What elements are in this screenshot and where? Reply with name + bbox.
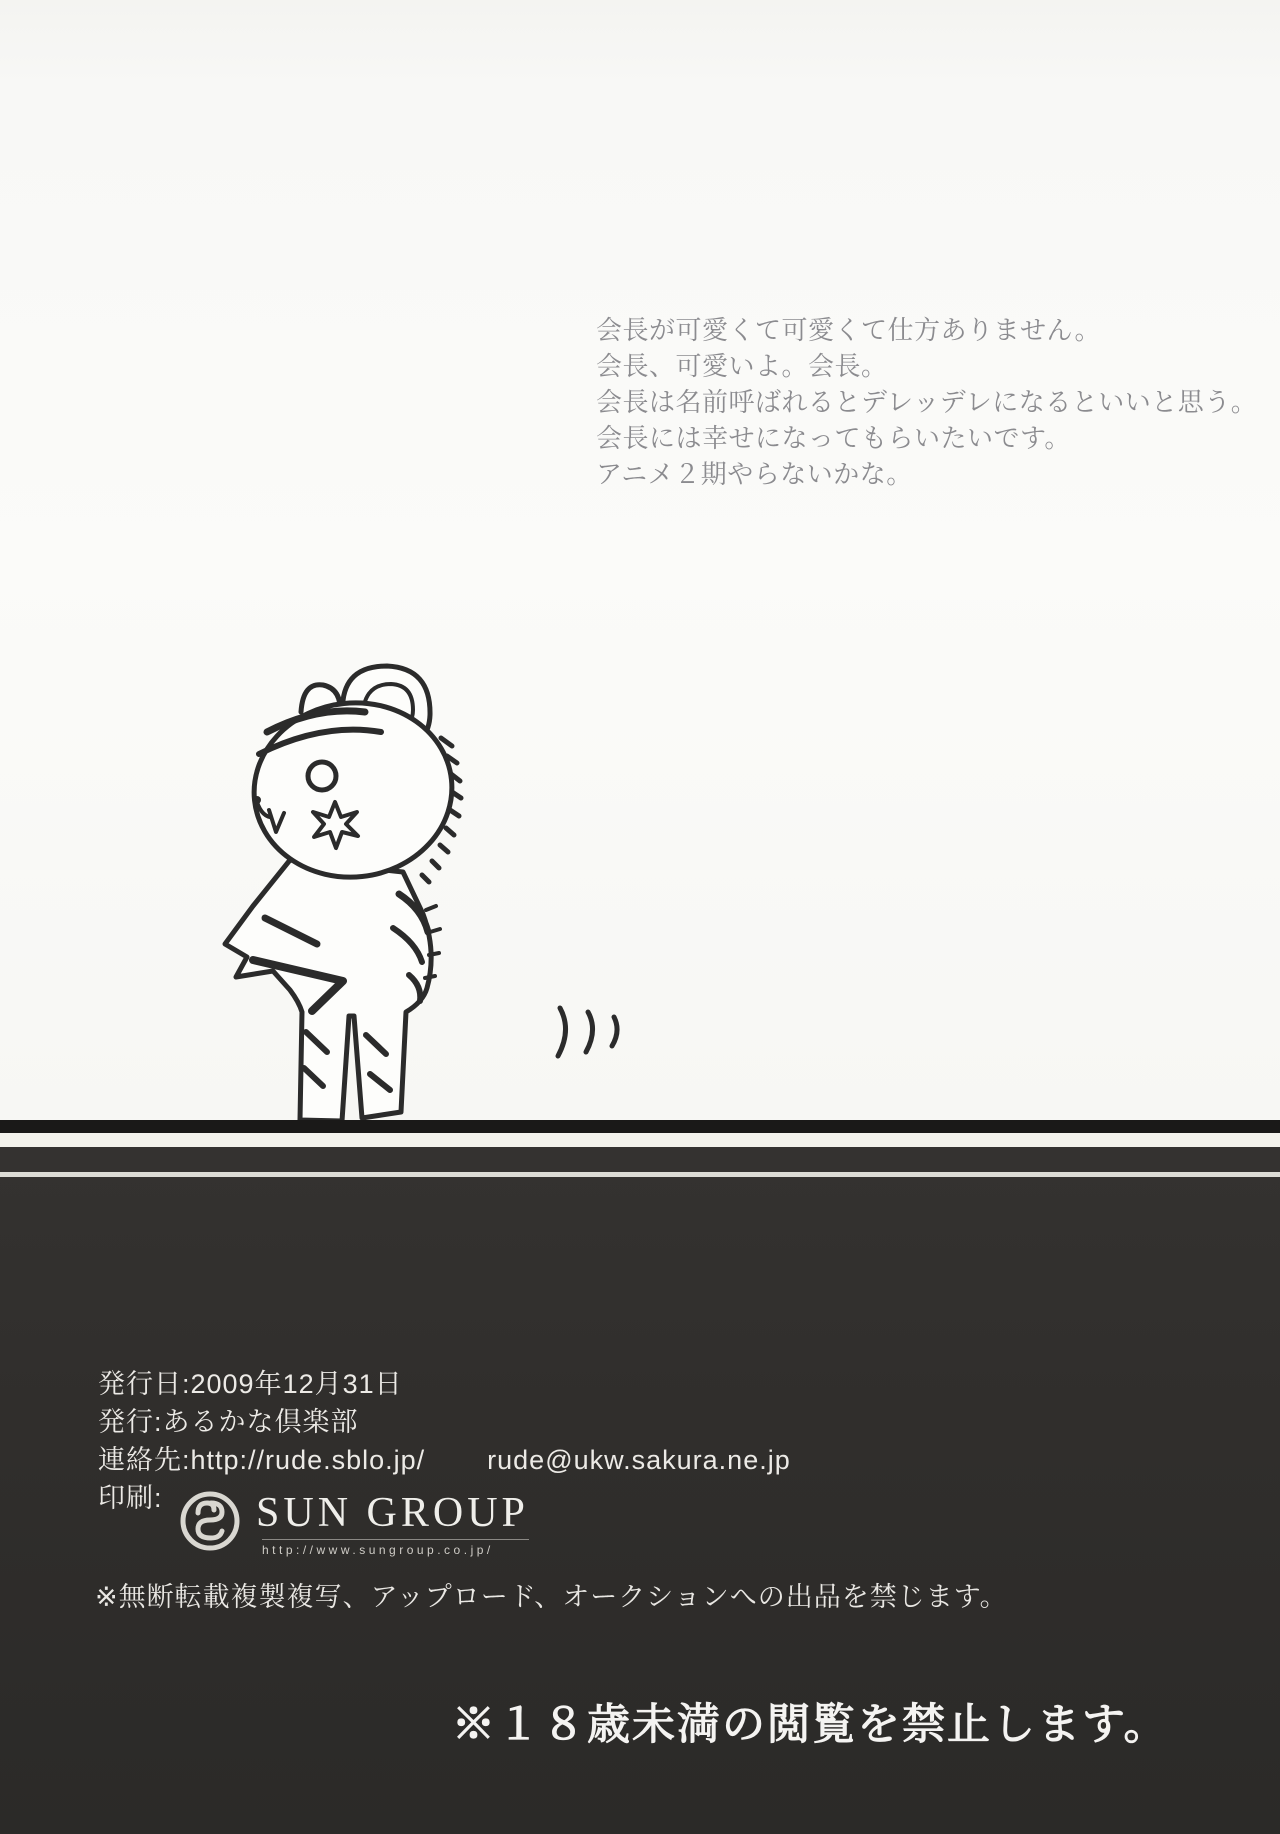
comment-line: 会長には幸せになってもらいたいです。 <box>596 423 1071 453</box>
colophon-section <box>0 1147 1280 1834</box>
speed-marks-icon <box>552 1002 636 1064</box>
tiger-mascot-illustration <box>195 660 495 1130</box>
contact-email: rude@ukw.sakura.ne.jp <box>487 1445 791 1475</box>
comment-line: 会長は名前呼ばれるとデレッデレになるといいと思う。 <box>596 387 1258 417</box>
publisher: 発行:あるかな倶楽部 <box>98 1407 359 1437</box>
printer-logo <box>178 1489 529 1557</box>
contact-url: http://rude.sblo.jp/ <box>190 1445 426 1475</box>
contact-line <box>98 1441 791 1479</box>
publish-date: 発行日:2009年12月31日 <box>98 1369 403 1399</box>
comment-line: 会長、可愛いよ。会長。 <box>596 351 888 381</box>
separator-band <box>0 1120 1280 1133</box>
comment-line: 会長が可愛くて可愛くて仕方ありません。 <box>596 315 1102 345</box>
contact-label: 連絡先: <box>98 1445 191 1475</box>
separator-stripe <box>0 1133 1280 1147</box>
print-label: 印刷: <box>98 1483 163 1513</box>
sun-group-logo-icon <box>178 1489 242 1553</box>
age-restriction-notice: ※１８歳未満の閲覧を禁止します。 <box>452 1702 1169 1749</box>
afterword-comment <box>596 312 1257 492</box>
printer-url: http://www.sungroup.co.jp/ <box>262 1539 529 1557</box>
printer-name: SUN GROUP <box>256 1490 529 1536</box>
comment-line: アニメ２期やらないかな。 <box>596 459 913 489</box>
copyright-notice: ※無断転載複製複写、アップロード、オークションへの出品を禁じます。 <box>95 1582 1008 1612</box>
thin-divider-line <box>0 1172 1280 1177</box>
